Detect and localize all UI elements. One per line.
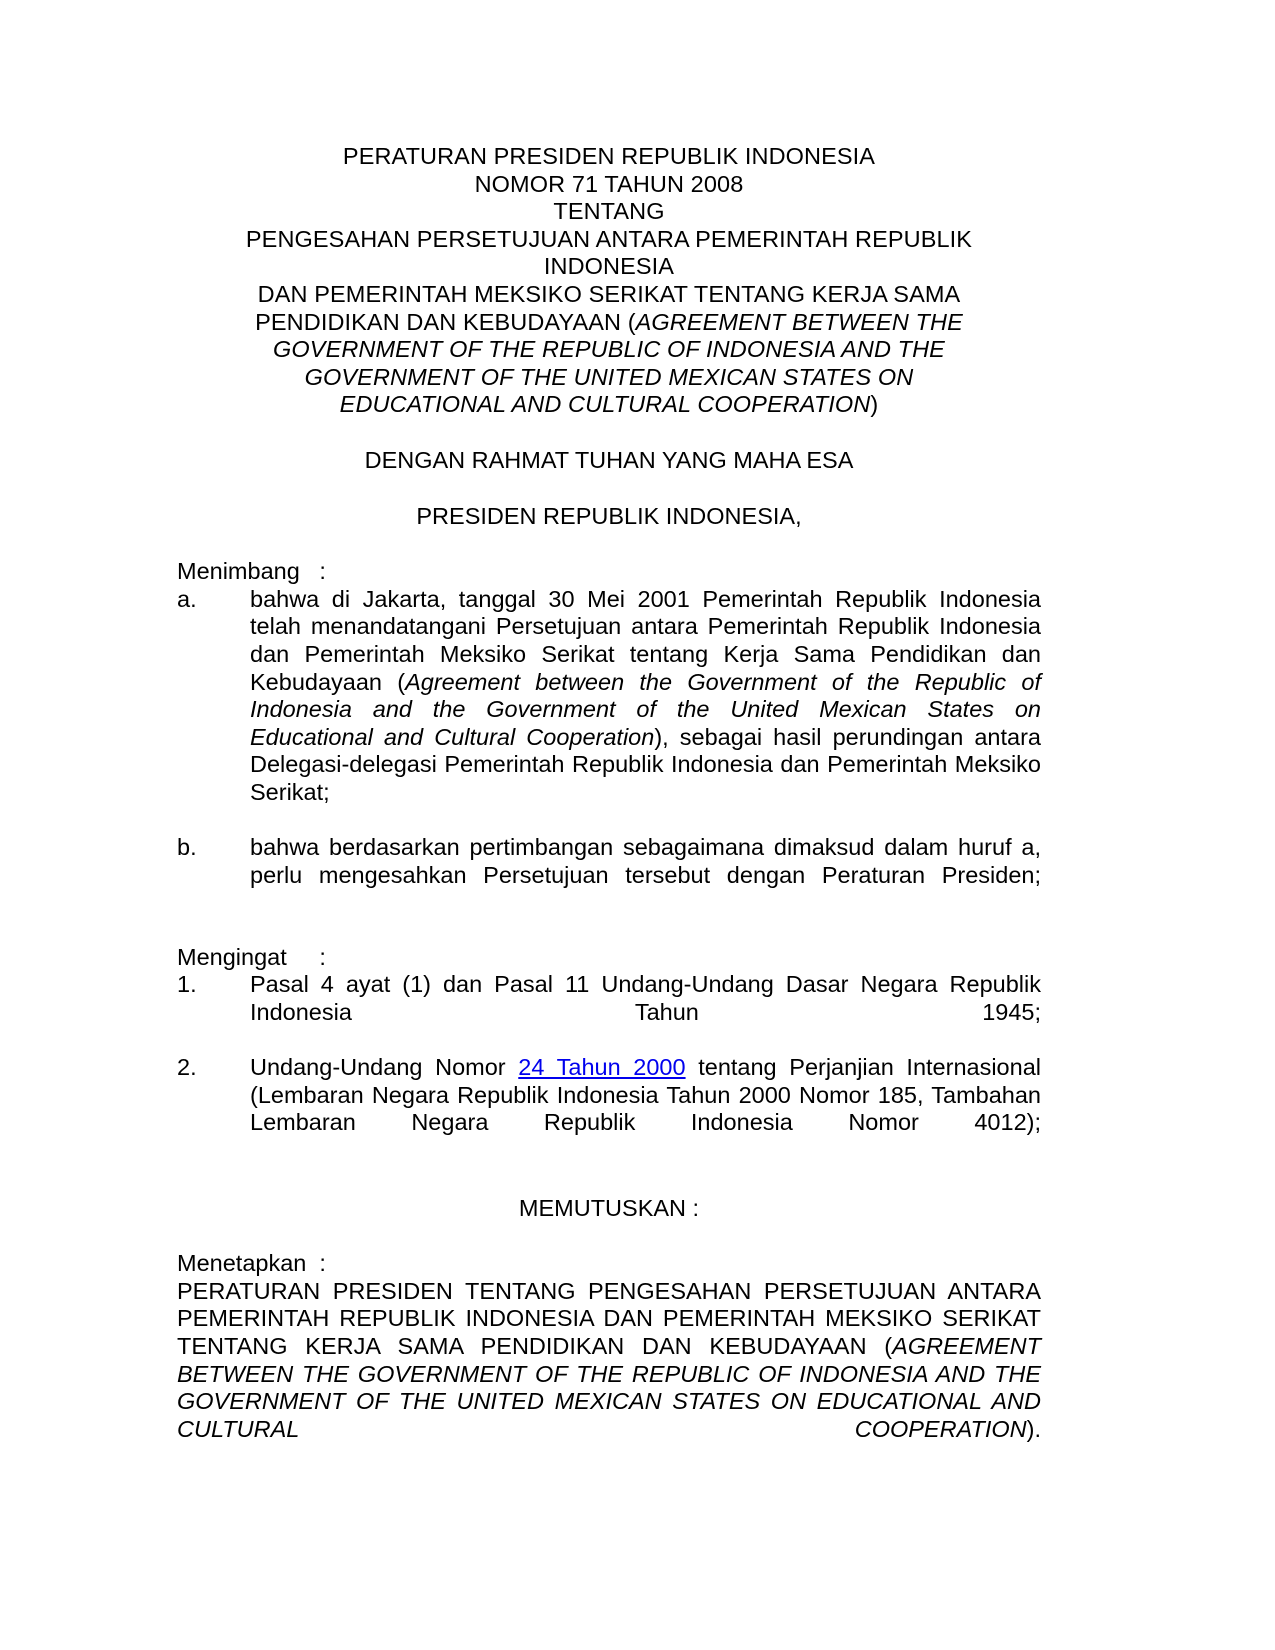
title-line-7 xyxy=(177,309,1041,337)
list-text-seg3: ), sebagai hasil perundingan antara Delegasi-delegasi Pemerintah Republik Indonesia dan Pemerintah Meksiko Serikat; xyxy=(250,723,1041,805)
title-line-10 xyxy=(177,391,1041,419)
mengingat-label: Mengingat : xyxy=(177,943,326,970)
list-text xyxy=(250,586,1041,834)
law-reference-link[interactable]: 24 Tahun 2000 xyxy=(518,1054,686,1081)
list-text-seg1: Undang-Undang Nomor xyxy=(250,1054,519,1081)
title-line-3: TENTANG xyxy=(553,198,665,225)
title-line-7-italic: AGREEMENT BETWEEN THE xyxy=(635,308,963,335)
document-body xyxy=(177,143,1041,1471)
list-marker: b. xyxy=(177,834,197,861)
title-line-9: GOVERNMENT OF THE UNITED MEXICAN STATES ON xyxy=(304,363,914,390)
list-item xyxy=(177,586,1041,834)
memutuskan-heading: MEMUTUSKAN : xyxy=(518,1194,700,1221)
menimbang-label: Menimbang : xyxy=(177,558,326,585)
list-text-seg1: bahwa di Jakarta, tanggal 30 Mei 2001 Pemerintah Republik Indonesia telah menandatangani Persetujuan antara Pemerintah Republik Indonesia dan Pemerintah Meksiko Serikat tentang Kerja Sama Pendidikan dan Kebudayaan ( xyxy=(250,585,1041,695)
menetapkan-plain: PERATURAN PRESIDEN TENTANG PENGESAHAN PERSETUJUAN ANTARA PEMERINTAH REPUBLIK INDONESIA DAN PEMERINTAH MEKSIKO SERIKAT TENTANG KERJA SAMA PENDIDIKAN DAN KEBUDAYAAN ( xyxy=(177,1277,1041,1359)
list-marker: 2. xyxy=(177,1054,197,1081)
list-text xyxy=(250,971,1041,1054)
spacer xyxy=(177,475,1041,503)
title-line-10-plain: ) xyxy=(870,391,879,418)
menetapkan-label: Menetapkan : xyxy=(177,1250,326,1277)
spacer xyxy=(177,917,1041,944)
spacer xyxy=(177,1222,1041,1250)
title-line-10-italic: EDUCATIONAL AND CULTURAL COOPERATION xyxy=(339,391,871,418)
title-line-8: GOVERNMENT OF THE REPUBLIC OF INDONESIA AND THE xyxy=(273,336,945,363)
list-item xyxy=(177,1054,1041,1164)
list-text xyxy=(250,1054,1041,1164)
document-title xyxy=(177,143,1041,419)
list-text-seg1: bahwa berdasarkan pertimbangan sebagaimana dimaksud dalam huruf a, perlu mengesahkan Persetujuan tersebut dengan Peraturan Presiden; xyxy=(250,834,1041,888)
title-line-1: PERATURAN PRESIDEN REPUBLIK INDONESIA xyxy=(342,143,876,169)
spacer xyxy=(177,530,1041,558)
spacer xyxy=(177,1165,1041,1195)
list-marker: 1. xyxy=(177,971,197,998)
title-line-6: DAN PEMERINTAH MEKSIKO SERIKAT TENTANG KERJA SAMA xyxy=(257,280,961,307)
list-marker: a. xyxy=(177,585,197,612)
list-item xyxy=(177,971,1041,1054)
list-text-seg2: tentang Perjanjian Internasional (Lembaran Negara Republik Indonesia Tahun 2000 Nomor 185, Tambahan Lembaran Negara Republik Indonesia Nomor 4012); xyxy=(250,1054,1041,1136)
blessing-line: DENGAN RAHMAT TUHAN YANG MAHA ESA xyxy=(364,446,854,473)
menetapkan-italic: AGREEMENT BETWEEN THE GOVERNMENT OF THE REPUBLIC OF INDONESIA AND THE GOVERNMENT OF THE UNITED MEXICAN STATES ON EDUCATIONAL AND CULTURAL COOPERATION xyxy=(177,1332,1041,1442)
menimbang-list xyxy=(177,586,1041,917)
title-line-4: PENGESAHAN PERSETUJUAN ANTARA PEMERINTAH REPUBLIK xyxy=(245,225,973,252)
list-text-italic: Agreement between the Government of the Republic of Indonesia and the Government of the United Mexican States on Educational and Cultural Cooperation xyxy=(250,668,1041,750)
menetapkan-suffix: ). xyxy=(1026,1415,1041,1442)
title-line-2: NOMOR 71 TAHUN 2008 xyxy=(474,170,744,197)
list-text xyxy=(250,834,1041,917)
menetapkan-body xyxy=(177,1278,1041,1471)
mengingat-list xyxy=(177,971,1041,1164)
title-line-7-plain: PENDIDIKAN DAN KEBUDAYAAN ( xyxy=(255,308,636,335)
list-text-seg1: Pasal 4 ayat (1) dan Pasal 11 Undang-Undang Dasar Negara Republik Indonesia Tahun 1945; xyxy=(250,971,1041,1026)
spacer xyxy=(177,419,1041,447)
authority-line: PRESIDEN REPUBLIK INDONESIA, xyxy=(416,502,802,529)
list-item xyxy=(177,834,1041,917)
title-line-5: INDONESIA xyxy=(543,253,675,280)
